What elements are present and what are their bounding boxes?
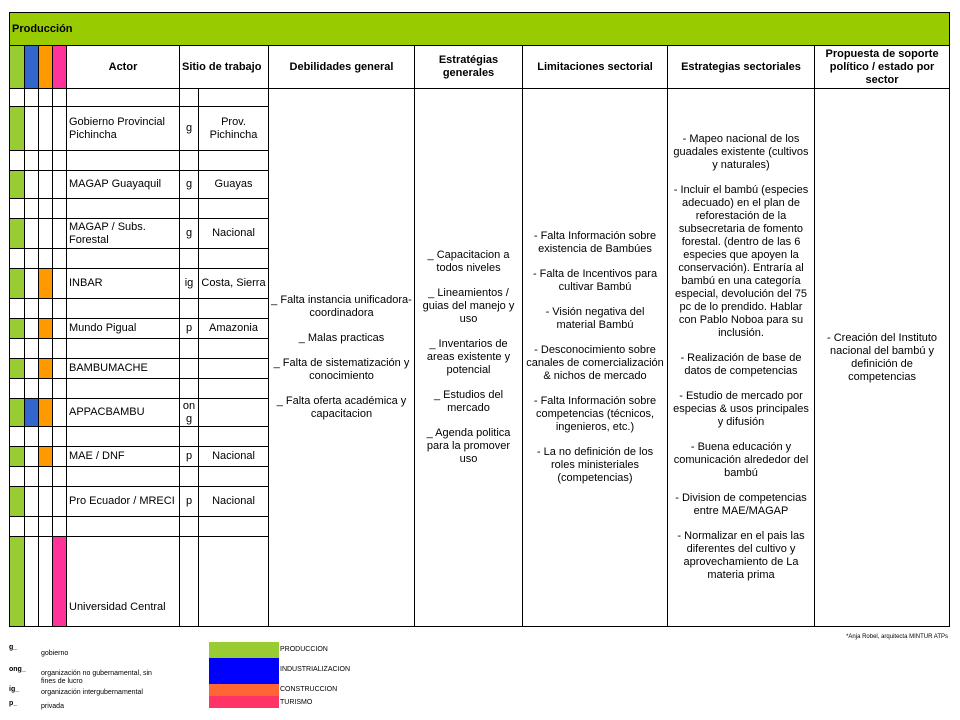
- limitacion-item: - Falta Información sobre existencia de Bambúes: [533, 230, 657, 255]
- actor-type-code: g: [180, 219, 199, 249]
- actor-type-code: g: [180, 107, 199, 151]
- actor-type-code: ig: [180, 269, 199, 299]
- estrategias-generales-cell: [415, 89, 523, 627]
- legend-sector-label: PRODUCCION: [280, 646, 328, 653]
- actor-name: Pro Ecuador / MRECI: [67, 487, 180, 517]
- sector-marker-construction: [39, 359, 53, 379]
- estrategia-general-item: _ Capacitacion a todos niveles: [427, 249, 510, 274]
- estrategia-sectorial-item: - Normalizar en el pais las diferentes del cultivo y aprovechamiento de La materia prima: [677, 530, 805, 581]
- debilidades-cell: [269, 89, 415, 627]
- sector-marker-tourism: [53, 537, 67, 627]
- sector-marker-production: [10, 319, 25, 339]
- estrategia-general-item: _ Lineamientos / guias del manejo y uso: [422, 287, 515, 325]
- estrategia-general-item: _ Agenda politica para la promover uso: [426, 427, 511, 465]
- legend-code-key: ig_: [9, 686, 20, 693]
- actor-name: Universidad Central: [67, 537, 180, 627]
- debilidad-item: _ Falta de sistematización y conocimiento: [273, 357, 410, 382]
- author-credit: *Anja Robel, arquitecta MINTUR ATPs: [846, 634, 948, 640]
- actor-name: BAMBUMACHE: [67, 359, 180, 379]
- estrategia-general-item: _ Estudios del mercado: [433, 389, 504, 414]
- sector-marker-production: [10, 107, 25, 151]
- header-propuesta: Propuesta de soporte político / estado por sector: [815, 46, 950, 89]
- sector-marker-production: [10, 269, 25, 299]
- actor-site: Nacional: [199, 219, 269, 249]
- matrix-table: [9, 12, 950, 627]
- color-key-production: [10, 46, 25, 89]
- actor-site: [199, 359, 269, 379]
- sector-marker-construction: [39, 447, 53, 467]
- table-title: Producción: [10, 13, 950, 46]
- actor-name: APPACBAMBU: [67, 399, 180, 427]
- actor-site: Costa, Sierra: [199, 269, 269, 299]
- sector-marker-production: [10, 399, 25, 427]
- actor-site: [199, 399, 269, 427]
- legend-swatch-tourism: [209, 696, 279, 708]
- legend-code-key: p_: [9, 700, 18, 707]
- legend-code-label: privada: [41, 703, 64, 710]
- sector-marker-construction: [39, 319, 53, 339]
- estrategia-sectorial-item: - Mapeo nacional de los guadales existente (cultivos y naturales): [673, 133, 809, 171]
- sector-marker-construction: [39, 269, 53, 299]
- header-limitaciones: Limitaciones sectorial: [523, 46, 668, 89]
- sector-marker-construction: [39, 399, 53, 427]
- actor-name: MAGAP Guayaquil: [67, 171, 180, 199]
- legend-swatch-construction: [209, 684, 279, 696]
- estrategia-sectorial-item: - Estudio de mercado por especias & usos principales y difusión: [673, 390, 809, 428]
- limitacion-item: - Visión negativa del material Bambú: [545, 306, 645, 331]
- header-debilidades: Debilidades general: [269, 46, 415, 89]
- header-estrategias-sectoriales: Estrategias sectoriales: [668, 46, 815, 89]
- legend-code-key: ong_: [9, 666, 26, 673]
- legend-sector-label: CONSTRUCCION: [280, 686, 338, 693]
- actor-name: Gobierno Provincial Pichincha: [67, 107, 180, 151]
- header-actor: Actor: [67, 46, 180, 89]
- limitacion-item: - Falta de Incentivos para cultivar Bambú: [532, 268, 658, 293]
- actor-name: Mundo Pigual: [67, 319, 180, 339]
- color-key-industrialization: [25, 46, 39, 89]
- sector-marker-production: [10, 359, 25, 379]
- legend-swatch-industrialization: [209, 658, 279, 684]
- actor-name: MAE / DNF: [67, 447, 180, 467]
- debilidad-item: _ Falta instancia unificadora-coordinadora: [271, 294, 412, 319]
- actor-site: Guayas: [199, 171, 269, 199]
- color-key-construction: [39, 46, 53, 89]
- sector-marker-production: [10, 447, 25, 467]
- header-site: Sitio de trabajo: [180, 46, 269, 89]
- legend-code-label: gobierno: [41, 650, 69, 657]
- header-estrategias-generales: Estratégias generales: [415, 46, 523, 89]
- color-key-tourism: [53, 46, 67, 89]
- actor-site: [199, 537, 269, 627]
- sector-marker-production: [10, 171, 25, 199]
- limitacion-item: - La no definición de los roles ministeriales (competencias): [536, 446, 654, 484]
- production-matrix: [9, 12, 949, 627]
- actor-site: Nacional: [199, 487, 269, 517]
- actor-type-code: g: [180, 171, 199, 199]
- estrategias-sectoriales-cell: [668, 89, 815, 627]
- actor-type-code: p: [180, 487, 199, 517]
- limitacion-item: - Desconocimiento sobre canales de comercialización & nichos de mercado: [526, 344, 664, 382]
- legend: [9, 642, 409, 712]
- legend-code-label: organización no gubernamental, sin fines de lucro: [41, 670, 152, 685]
- propuesta-cell: - Creación del Instituto nacional del bambú y definición de competencias: [815, 89, 950, 627]
- debilidad-item: _ Malas practicas: [298, 332, 385, 344]
- actor-name: MAGAP / Subs. Forestal: [67, 219, 180, 249]
- legend-code-key: g_: [9, 644, 18, 651]
- legend-sector-label: INDUSTRIALIZACION: [280, 666, 351, 673]
- sector-marker-industrialization: [25, 399, 39, 427]
- estrategia-sectorial-item: - Realización de base de datos de competencias: [680, 352, 802, 377]
- estrategia-sectorial-item: - Buena educación y comunicación alrededor del bambú: [673, 441, 809, 479]
- sector-marker-production: [10, 537, 25, 627]
- legend-sector-label: TURISMO: [280, 699, 313, 706]
- debilidad-item: _ Falta oferta académica y capacitacion: [276, 395, 407, 420]
- limitaciones-cell: [523, 89, 668, 627]
- legend-code-label: organización intergubernamental: [41, 689, 143, 696]
- estrategia-sectorial-item: - Incluir el bambú (especies adecuado) en el plan de reforestación de la subsecretaria de fomento forestal. (dentro de las 6 especies que apoyen la conservación). Entraría al bambú en una categoría especial, devolución del 75 pc de lo prendido. Hablar con Pablo Noboa para su inclusión.: [673, 184, 809, 339]
- actor-site: Amazonia: [199, 319, 269, 339]
- actor-type-code: [180, 537, 199, 627]
- sector-marker-production: [10, 219, 25, 249]
- actor-type-code: p: [180, 319, 199, 339]
- limitacion-item: - Falta Información sobre competencias (técnicos, ingenieros, etc.): [533, 395, 657, 433]
- sector-marker-production: [10, 487, 25, 517]
- estrategia-sectorial-item: - Division de competencias entre MAE/MAGAP: [675, 492, 807, 517]
- estrategia-general-item: _ Inventarios de areas existente y potencial: [426, 338, 511, 376]
- actor-type-code: p: [180, 447, 199, 467]
- actor-site: Prov. Pichincha: [199, 107, 269, 151]
- actor-site: Nacional: [199, 447, 269, 467]
- legend-swatch-production: [209, 642, 279, 658]
- actor-type-code: on g: [180, 399, 199, 427]
- actor-name: INBAR: [67, 269, 180, 299]
- actor-type-code: [180, 359, 199, 379]
